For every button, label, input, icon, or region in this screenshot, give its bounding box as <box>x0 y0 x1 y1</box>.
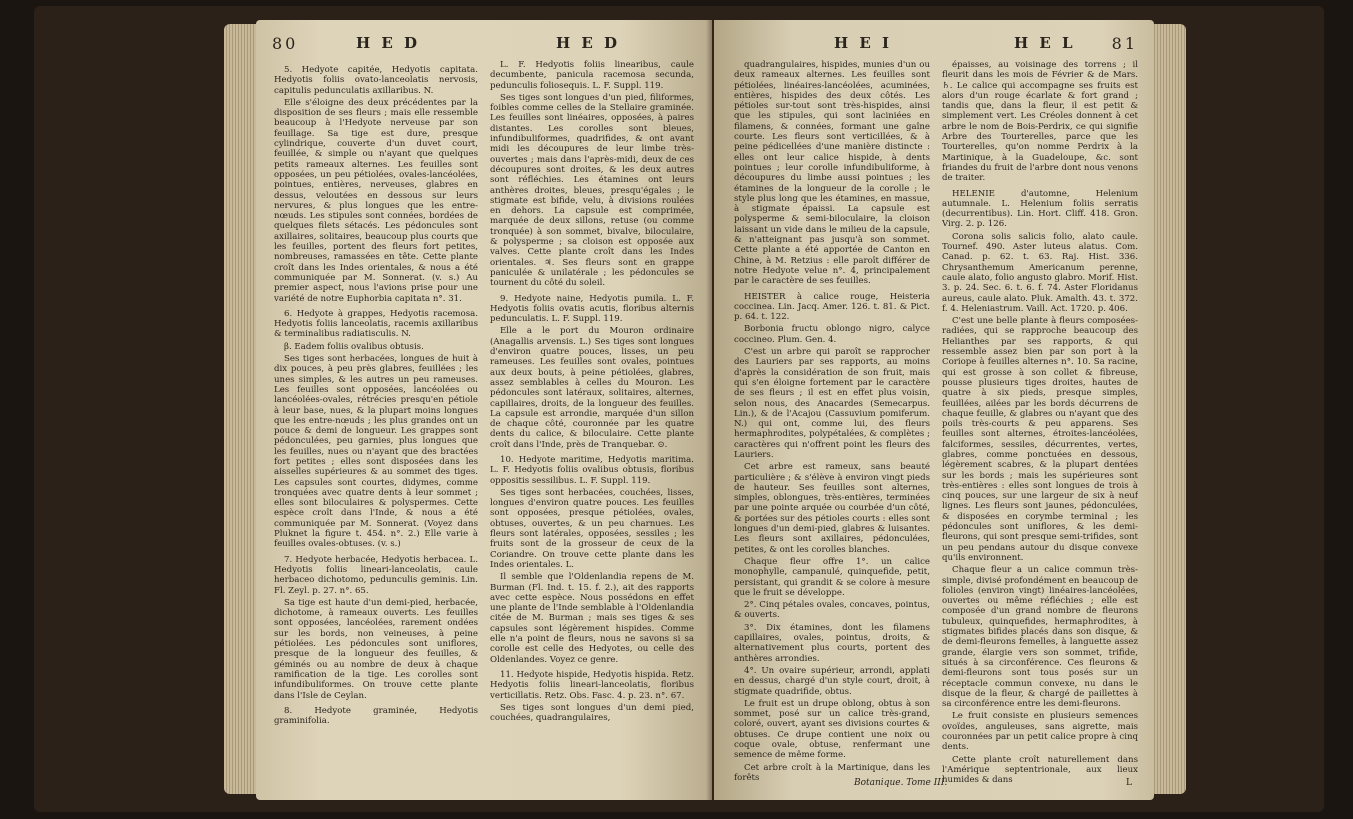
footer-title: Botanique. Tome III. <box>854 778 948 788</box>
right-page <box>714 20 1154 800</box>
paragraph: C'est une belle plante à fleurs composées-radiées, qui se rapproche beaucoup des Helianthes par ses rapports, & qui ressemble assez bien par son port à la Coriope à feuilles alternes n°. 10. Sa racine, qui est grosse à son collet & fibreuse, pousse plusieurs tiges droites, hautes de quatre à six pieds, presque simples, feuillées, ailées par les bords décurrens de chaque feuille, & glabres ou n'ayant que des poils très-courts & peu apparens. Ses feuilles sont alternes, étroites-lancéolées, falciformes, sessiles, décurrentes, vertes, glabres, comme ponctuées en dessous, légèrement scabres, & la plupart dentées sur les bords ; mais les supérieures sont très-entières : elles sont longues de trois à cinq pouces, sur une largeur de six à neuf lignes. Les fleurs sont jaunes, pédonculées, & disposées en corymbe terminal ; les pédoncules sont uniflores, & les demi-fleurons, qui sont presque semi-trifides, sont un peu pendans autour du disque convexe qu'ils environnent. <box>942 316 1138 563</box>
paragraph: HEISTER à calice rouge, Heisteria coccinea. Lin. Jacq. Amer. 126. t. 81. & Pict. p. 64. t. 122. <box>734 291 930 323</box>
left-page-columns <box>274 60 694 790</box>
column-2 <box>942 60 1138 790</box>
column-2 <box>490 60 694 790</box>
paragraph: Le fruit consiste en plusieurs semences ovoïdes, anguleuses, sans aigrette, mais couronnées par un petit calice propre à cinq dents. <box>942 711 1138 753</box>
right-page-columns <box>734 60 1138 790</box>
paragraph: Elle s'éloigne des deux précédentes par la disposition de ses fleurs ; mais elle ressemble beaucoup à l'Hedyote nerveuse par son feuillage. Sa tige est dure, presque cylindrique, couverte d'un duvet court, feuillée, & simple ou n'ayant que quelques petits rameaux alternes. Les feuilles sont opposées, un peu pétiolées, ovales-lancéolées, pointues, entières, nerveuses, glabres en dessus, veloutées en dessous sur leurs nervures, & plus longues que les entre-nœuds. Les stipules sont connées, bordées de quelques filets sétacés. Les pédoncules sont axillaires, solitaires, beaucoup plus courts que les feuilles, portent des fleurs fort petites, nombreuses, ramassées en tête. Cette plante croît dans les Indes orientales, & nous a été communiquée par M. Sonnerat. (v. s.) Au premier aspect, nous l'avions prise pour une variété de notre Euphorbia capitata n°. 31. <box>274 97 478 304</box>
paragraph: 7. Hedyote herbacée, Hedyotis herbacea. L. Hedyotis foliis lineari-lanceolatis, caule herbaceo dichotomo, pedunculis geminis. Lin. Fl. Zeyl. p. 27. n°. 65. <box>274 554 478 596</box>
paragraph: 8. Hedyote graminée, Hedyotis graminifolia. <box>274 705 478 727</box>
paragraph: β. Eadem foliis ovalibus obtusis. <box>284 341 424 352</box>
paragraph: 3°. Dix étamines, dont les filamens capillaires, ovales, pointus, droits, & alternativement plus courts, portent des anthères arrondies. <box>734 622 930 664</box>
paragraph: Sa tige est haute d'un demi-pied, herbacée, dichotome, à rameaux ouverts. Les feuilles sont opposées, lancéolées, rarement ondées sur les bords, non veineuses, à peine pétiolées. Les pédoncules sont uniflores, presque de la longueur des feuilles, & géminés ou au nombre de deux à chaque ramification de la tige. Les corolles sont infundibuliformes. On trouve cette plante dans l'Isle de Ceylan. <box>274 597 478 701</box>
paragraph: 6. Hedyote à grappes, Hedyotis racemosa. Hedyotis foliis lanceolatis, racemis axillaribus & terminalibus radiatisculis. N. <box>274 308 478 340</box>
paragraph: Il semble que l'Oldenlandia repens de M. Burman (Fl. Ind. t. 15. f. 2.), ait des rapports avec cette espèce. Nous possédons en effet une plante de l'Inde semblable à l'Oldenlandia citée de M. Burman ; mais ses tiges & ses capsules sont légèrement hispides. Comme elle n'a point de fleurs, nous ne savons si sa corolle est celle des Hedyotes, ou celle des Oldenlandes. Voyez ce genre. <box>490 572 694 665</box>
paragraph: quadrangulaires, hispides, munies d'un ou deux rameaux alternes. Les feuilles sont pétiolées, linéaires-lancéolées, acuminées, entières, hispides des deux côtés. Les pétioles sur-tout sont très-hispides, ainsi que les stipules, qui sont laciniées en filamens, & connées, formant une gaîne courte. Les fleurs sont verticillées, & à peine pédicellées d'une manière distincte : elles ont leur calice hispide, à dents pointues ; leur corolle infundibuliforme, à découpures du limbe aussi pointues ; les étamines de la longueur de la corolle ; le style plus long que les étamines, en massue, à stigmate épaissi. La capsule est polysperme & semi-biloculaire, la cloison laissant un vide dans le milieu de la capsule, & n'atteignant pas jusqu'à son sommet. Cette plante a été apportée de Canton en Chine, à M. Retzius : elle paroît différer de notre Hedyote velue n°. 4, principalement par le caractère de ses feuilles. <box>734 60 930 287</box>
paragraph: Ses tiges sont longues d'un pied, filiformes, foibles comme celles de la Stellaire graminée. Les feuilles sont linéaires, opposées, à paires distantes. Les corolles sont bleues, infundibuliformes, quadrifides, & ont avant midi les découpures de leur limbe très-ouvertes ; mais dans l'après-midi, deux de ces découpures sont droites, & les deux autres sont réfléchies. Les étamines ont leurs anthères droites, bleues, presqu'égales ; le stigmate est bifide, velu, à divisions roulées en dehors. La capsule est comprimée, marquée de deux sillons, retuse (ou comme tronquée) à son sommet, bivalve, biloculaire, & polysperme ; sa cloison est opposée aux valves. Cette plante croît dans les Indes orientales. ♃. Ses fleurs sont en grappe paniculée & unilatérale ; les pédoncules se tournent du côté du soleil. <box>490 92 694 289</box>
book-spread <box>34 6 1324 812</box>
page-number: 81 <box>1111 34 1138 53</box>
paragraph: HELENIE d'automne, Helenium autumnale. L. Helenium foliis serratis (decurrentibus). Lin. Hort. Cliff. 418. Gron. Virg. 2. p. 126. <box>942 188 1138 230</box>
paragraph: Borbonia fructu oblongo nigro, calyce coccineo. Plum. Gen. 4. <box>734 324 930 345</box>
paragraph: Chaque fleur a un calice commun très-simple, divisé profondément en beaucoup de folioles (environ vingt) linéaires-lancéolées, ouvertes ou même réfléchies ; elle est composée d'un grand nombre de fleurons tubuleux, quinquefides, hermaphrodites, à stigmates bifides placés dans son disque, & de demi-fleurons femelles, à languette assez grande, élargie vers son sommet, trifide, situés à sa circonférence. Ces fleurons & demi-fleurons sont tous posés sur un réceptacle commun convexe, nu dans le disque de la fleur, & chargé de paillettes à sa circonférence entre les demi-fleurons. <box>942 565 1138 710</box>
paragraph: Cette plante croît naturellement dans l'Amérique septentrionale, aux lieux humides & dans <box>942 754 1138 786</box>
paragraph: L. F. Hedyotis foliis linearibus, caule decumbente, panicula racemosa secunda, pedunculis foliosequis. L. F. Suppl. 119. <box>490 60 694 91</box>
signature-mark: L <box>1126 778 1132 788</box>
paragraph: Corona solis salicis folio, alato caule. Tournef. 490. Aster luteus alatus. Com. Canad. p. 62. t. 63. Raj. Hist. 336. Chrysanthemum Americanum perenne, caule alato, folio angusto glabro. Morif. Hist. 3. p. 24. Sec. 6. t. 6. f. 74. Aster Floridanus aureus, caule alato. Pluk. Amalth. 43. t. 372. f. 4. Heleniastrum. Vaill. Act. 1720. p. 406. <box>942 231 1138 314</box>
left-page-header <box>256 34 712 58</box>
page-edges-right <box>1152 24 1186 794</box>
paragraph: 9. Hedyote naine, Hedyotis pumila. L. F. Hedyotis foliis ovatis acutis, floribus alternis pedunculatis. L. F. Suppl. 119. <box>490 293 694 325</box>
paragraph: Chaque fleur offre 1°. un calice monophylle, campanulé, quinquefide, petit, persistant, qui grandit & se colore à mesure que le fruit se développe. <box>734 556 930 598</box>
paragraph: Ses tiges sont longues d'un demi pied, couchées, quadrangulaires, <box>490 702 694 724</box>
paragraph: Ses tiges sont herbacées, longues de huit à dix pouces, à peu près glabres, feuillées ; les unes simples, & les autres un peu rameuses. Les feuilles sont opposées, lancéolées ou lancéolées-ovales, rétrécies presqu'en pétiole à leur base, nues, & la plupart moins longues que les entre-nœuds ; les plus grandes ont un pouce & demi de longueur. Les grappes sont pédonculées, peu garnies, plus longues que les feuilles, nues ou n'ayant que des bractées fort petites ; elles sont disposées dans les aisselles supérieures & au sommet des tiges. Les capsules sont courtes, didymes, comme tronquées avec quatre dents à leur sommet ; elles sont biloculaires & polyspermes. Cette espèce croît dans l'Inde, & nous a été communiquée par M. Sonnerat. (Voyez dans Pluknet la figure t. 454. n°. 2.) Elle varie à feuilles ovales-obtuses. (v. s.) <box>274 354 478 550</box>
paragraph: 5. Hedyote capitée, Hedyotis capitata. Hedyotis foliis ovato-lanceolatis nervosis, capitulis pedunculatis axillaribus. N. <box>274 65 478 96</box>
column-1 <box>274 60 478 790</box>
column-1 <box>734 60 930 790</box>
right-page-header <box>714 34 1154 58</box>
running-head-right: H E D <box>556 34 621 52</box>
running-head-right: H E L <box>1014 34 1076 52</box>
page-number: 80 <box>272 34 299 53</box>
running-head-left: H E D <box>356 34 421 52</box>
paragraph: 10. Hedyote maritime, Hedyotis maritima. L. F. Hedyotis foliis ovalibus obtusis, floribus oppositis sessilibus. L. F. Suppl. 119. <box>490 454 694 486</box>
left-page <box>256 20 712 800</box>
paragraph: Elle a le port du Mouron ordinaire (Anagallis arvensis. L.) Ses tiges sont longues d'environ quatre pouces, lisses, un peu rameuses. Les feuilles sont ovales, pointues aux deux bouts, à peine pétiolées, glabres, assez semblables à celles du Mouron. Les pédoncules sont latéraux, solitaires, alternes, capillaires, droits, de la longueur des feuilles. La capsule est arrondie, marquée d'un sillon de chaque côté, couronnée par les quatre dents du calice, & biloculaire. Cette plante croît dans l'Inde, près de Tranquebar. ⊙. <box>490 326 694 450</box>
paragraph: Cet arbre est rameux, sans beauté particulière ; & s'élève à environ vingt pieds de hauteur. Ses feuilles sont alternes, simples, oblongues, très-entières, terminées par une pointe arquée ou courbée d'un côté, & portées sur des pétioles courts : elles sont longues d'un demi-pied, glabres & luisantes. Les fleurs sont axillaires, pédonculées, petites, & ont les corolles blanches. <box>734 462 930 555</box>
paragraph: 4°. Un ovaire supérieur, arrondi, applati en dessus, chargé d'un style court, droit, à stigmate quadrifide, obtus. <box>734 665 930 697</box>
paragraph: Cet arbre croît à la Martinique, dans les forêts <box>734 762 930 783</box>
paragraph: épaisses, au voisinage des torrens ; il fleurit dans les mois de Février & de Mars. ♄. Le calice qui accompagne ses fruits est alors d'un rouge écarlate & fort grand ; tandis que, dans la fleur, il est petit & simplement vert. Les Créoles donnent à cet arbre le nom de Bois-Perdrix, ce qui signifie Arbre des Tourterelles, parce que les Tourterelles, qu'on nomme Perdrix à la Martinique, à la Guadeloupe, &c. sont friandes du fruit de l'arbre dont nous venons de traiter. <box>942 60 1138 184</box>
page-edges-left <box>224 24 258 794</box>
paragraph: Ses tiges sont herbacées, couchées, lisses, longues d'environ quatre pouces. Les feuilles sont opposées, presque pétiolées, ovales, obtuses, ouvertes, & un peu charnues. Les fleurs sont latérales, opposées, sessiles ; les fruits sont de la grosseur de ceux de la Coriandre. On trouve cette plante dans les Indes orientales. L. <box>490 487 694 570</box>
paragraph: Le fruit est un drupe oblong, obtus à son sommet, posé sur un calice très-grand, coloré, ouvert, ayant ses divisions courtes & obtuses. Ce drupe contient une noix ou coque ovale, obtuse, renfermant une semence de même forme. <box>734 698 930 761</box>
paragraph: 2°. Cinq pétales ovales, concaves, pointus, & ouverts. <box>734 600 930 621</box>
paragraph: C'est un arbre qui paroît se rapprocher des Lauriers par ses rapports, au moins d'après la considération de son fruit, mais qui s'en éloigne fortement par le caractère de ses fleurs ; il est en effet plus voisin, selon nous, des Anacardes (Semecarpus. Lin.), & de l'Acajou (Cassuvium pomiferum. N.) qui ont, comme lui, des fleurs hermaphrodites, polypétalées, & complètes ; caractères qui n'offrent point les fleurs des Lauriers. <box>734 347 930 460</box>
paragraph: 11. Hedyote hispide, Hedyotis hispida. Retz. Hedyotis foliis lineari-lanceolatis, floribus verticillatis. Retz. Obs. Fasc. 4. p. 23. n°. 67. <box>490 669 694 701</box>
running-head-left: H E I <box>834 34 893 52</box>
